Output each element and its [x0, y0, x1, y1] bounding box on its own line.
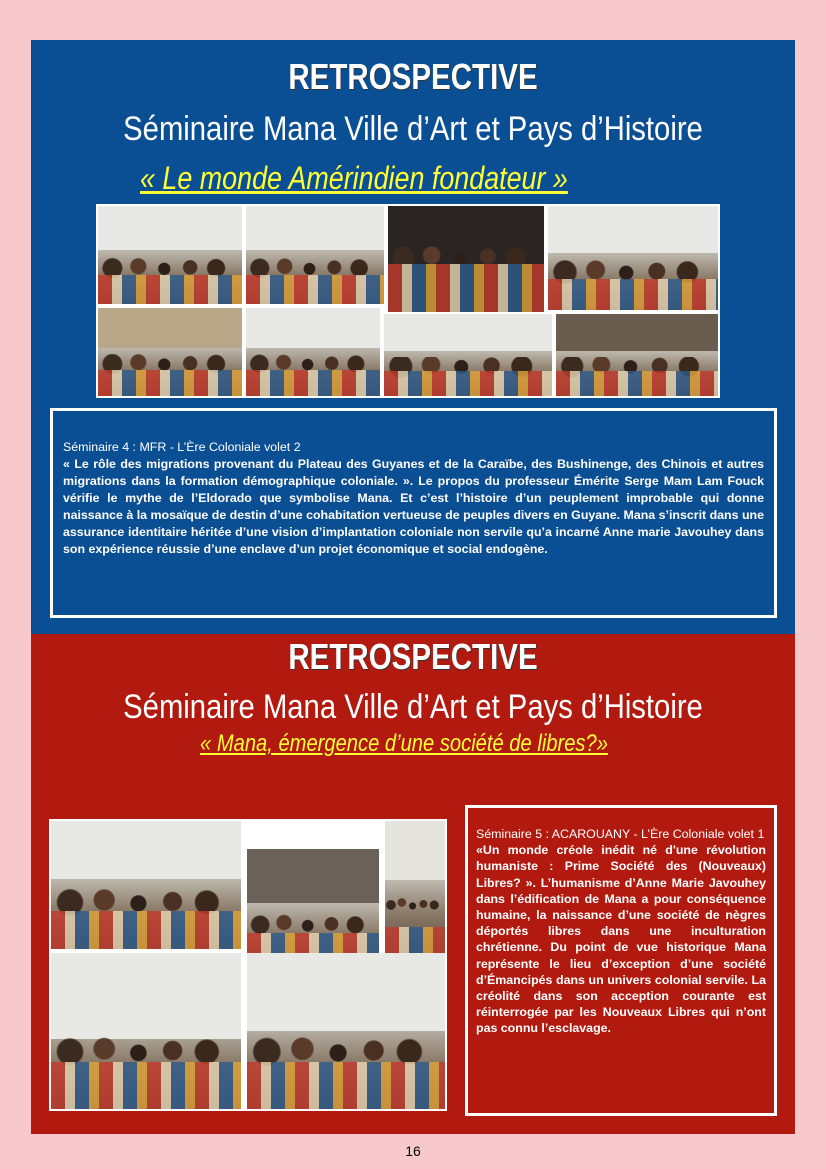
seminar-title: Séminaire Mana Ville d’Art et Pays d’Histoire [123, 688, 703, 726]
seminar-photo [51, 953, 241, 1109]
seminar-subtitle: « Mana, émergence d’une société de libres?» [200, 730, 608, 757]
seminar-photo [548, 206, 718, 310]
seminar-photo [247, 953, 445, 1109]
page-number: 16 [405, 1143, 421, 1159]
seminar-5-description [465, 805, 777, 1116]
seminar-photo [51, 821, 241, 949]
section-heading: RETROSPECTIVE [288, 56, 538, 97]
photo-collage [49, 819, 447, 1111]
seminar-photo [384, 314, 552, 396]
seminar-photo [385, 821, 445, 953]
seminar-box-title: Séminaire 4 : MFR - L’Ère Coloniale volet 2 [63, 440, 301, 454]
section-heading: RETROSPECTIVE [288, 636, 538, 677]
seminar-photo [98, 308, 242, 396]
seminar-box-title: Séminaire 5 : ACAROUANY - L’Ère Coloniale volet 1 [476, 827, 765, 841]
seminar-box-text: «Un monde créole inédit né d'une révolution humaniste : Prime Société des (Nouveaux) Libres? ». L’humanisme d’Anne Marie Javouhey dans l’édification de Mana a pour conséquence humaine, la naissance d’une société de nègres déportés libres dans une inculturation chrétienne. Du point de vue historique Mana représente le lieu d’exception d’une société d’Émancipés dans un univers colonial servile. La créolité dans son acception courante est réinterrogée par les Nouveaux Libres qui n’ont pas connu l’esclavage. [476, 843, 766, 1036]
seminar-photo [246, 308, 380, 396]
seminar-title: Séminaire Mana Ville d’Art et Pays d’Histoire [123, 110, 703, 148]
seminar-photo [388, 206, 544, 312]
seminar-photo [98, 206, 242, 304]
seminar-box-text: « Le rôle des migrations provenant du Plateau des Guyanes et de la Caraïbe, des Bushinenge, des Chinois et autres migrations dans la formation démographique coloniale. ». Le propos du professeur Émérite Serge Mam Lam Fouck vérifie le mythe de l’Eldorado que symbolise Mana. Et c’est l’histoire d’un peuplement improbable qui donne naissance à la mosaïque de destin d’une cohabitation vertueuse de peuples divers en Guyane. Mana s’inscrit dans une assurance identitaire héritée d’une vision d’implantation coloniale non servile qu’a incarné Anne marie Javouhey dans son expérience réussie d’une enclave d’un projet économique et social endogène. [63, 457, 764, 556]
seminar-4-description [50, 408, 777, 618]
seminar-photo [246, 206, 384, 304]
seminar-photo [247, 849, 379, 969]
seminar-photo [556, 314, 718, 396]
photo-collage [96, 204, 720, 398]
seminar-subtitle: « Le monde Amérindien fondateur » [140, 160, 568, 196]
